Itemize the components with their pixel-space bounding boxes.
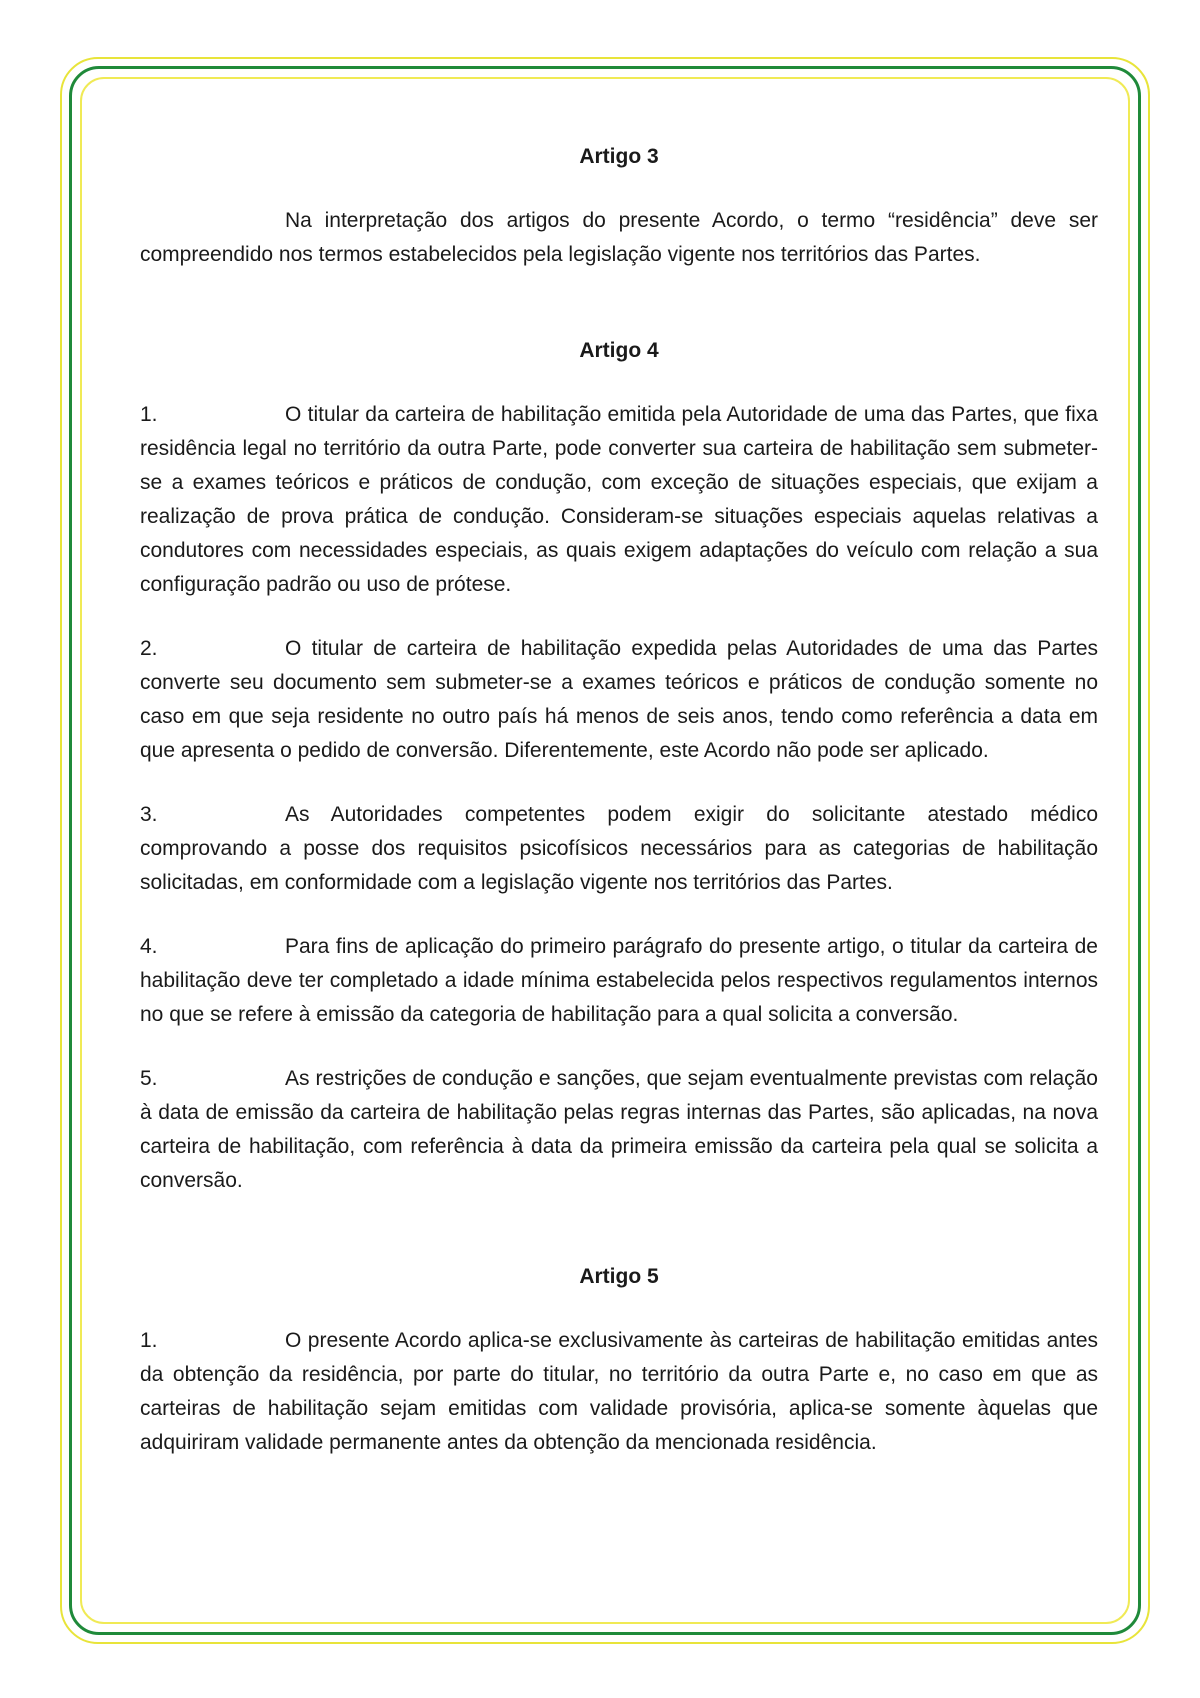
paragraph-number: 5. — [140, 1067, 158, 1090]
article-3-text: Na interpretação dos artigos do presente Acordo, o termo “residência” deve ser compreendido nos termos estabelecidos pela legislação vigente nos territórios das Partes. — [140, 209, 1098, 266]
paragraph-text: As restrições de condução e sanções, que sejam eventualmente previstas com relação à data de emissão da carteira de habilitação pelas regras internas das Partes, são aplicadas, na nova carteira de habilitação, com referência à data da primeira emissão da carteira pela qual se solicita a conversão. — [140, 1067, 1098, 1192]
paragraph-number: 4. — [140, 935, 158, 958]
paragraph-number: 1. — [140, 1329, 158, 1352]
article-3-paragraph — [140, 204, 1098, 272]
article-4-paragraph-1 — [140, 398, 1098, 602]
article-4-paragraph-2 — [140, 632, 1098, 768]
paragraph-text: Para fins de aplicação do primeiro parágrafo do presente artigo, o titular da carteira de habilitação deve ter completado a idade mínima estabelecida pelos respectivos regulamentos internos no que se refere à emissão da categoria de habilitação para a qual solicita a conversão. — [140, 935, 1098, 1026]
article-4-heading: Artigo 4 — [579, 339, 659, 362]
paragraph-number: 1. — [140, 403, 158, 426]
article-3-heading: Artigo 3 — [579, 145, 659, 168]
paragraph-text: O titular de carteira de habilitação expedida pelas Autoridades de uma das Partes converte seu documento sem submeter-se a exames teóricos e práticos de condução somente no caso em que seja residente no outro país há menos de seis anos, tendo como referência a data em que apresenta o pedido de conversão. Diferentemente, este Acordo não pode ser aplicado. — [140, 637, 1098, 762]
article-4-paragraph-3 — [140, 798, 1098, 900]
article-4-paragraph-5 — [140, 1062, 1098, 1198]
article-5-paragraph-1 — [140, 1324, 1098, 1460]
paragraph-number: 3. — [140, 803, 158, 826]
document-body — [140, 140, 1098, 1460]
paragraph-text: O presente Acordo aplica-se exclusivamente às carteiras de habilitação emitidas antes da obtenção da residência, por parte do titular, no território da outra Parte e, no caso em que as carteiras de habilitação sejam emitidas com validade provisória, aplica-se somente àquelas que adquiriram validade permanente antes da obtenção da mencionada residência. — [140, 1329, 1098, 1454]
article-5-heading: Artigo 5 — [579, 1265, 659, 1288]
paragraph-text: O titular da carteira de habilitação emitida pela Autoridade de uma das Partes, que fixa residência legal no território da outra Parte, pode converter sua carteira de habilitação sem submeter-se a exames teóricos e práticos de condução, com exceção de situações especiais, que exijam a realização de prova prática de condução. Consideram-se situações especiais aquelas relativas a condutores com necessidades especiais, as quais exigem adaptações do veículo com relação a sua configuração padrão ou uso de prótese. — [140, 403, 1098, 596]
article-4-paragraph-4 — [140, 930, 1098, 1032]
paragraph-number: 2. — [140, 637, 158, 660]
paragraph-text: As Autoridades competentes podem exigir do solicitante atestado médico comprovando a posse dos requisitos psicofísicos necessários para as categorias de habilitação solicitadas, em conformidade com a legislação vigente nos territórios das Partes. — [140, 803, 1098, 894]
